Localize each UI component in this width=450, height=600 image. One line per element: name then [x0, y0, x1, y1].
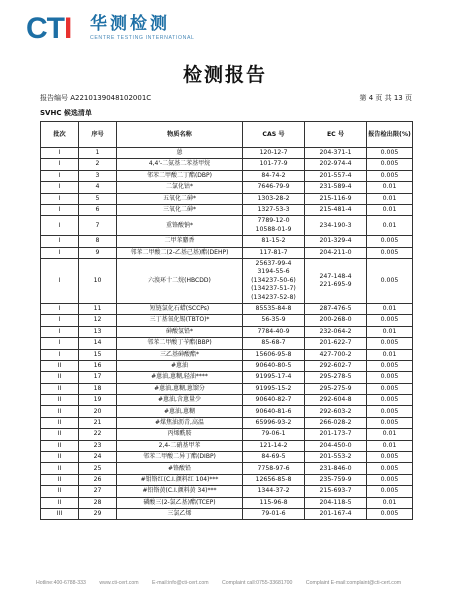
cell-limit: 0.005 [367, 474, 413, 485]
table-row [41, 182, 413, 193]
table-row [41, 236, 413, 247]
cell-batch: I [41, 315, 79, 326]
cell-limit: 0.005 [367, 383, 413, 394]
cell-batch: II [41, 395, 79, 406]
cell-batch: III [41, 509, 79, 520]
table-row [41, 372, 413, 383]
cti-logo: CTI [26, 12, 72, 45]
header-limit: 报告检出限(%) [367, 122, 413, 148]
table-header-row [41, 122, 413, 148]
cell-ec: 200-268-0 [305, 315, 367, 326]
header [26, 12, 426, 46]
cell-batch: II [41, 463, 79, 474]
footer-complaint-call: Complaint call:0755-33681700 [222, 580, 293, 586]
cell-limit: 0.005 [367, 170, 413, 181]
cell-seq: 12 [79, 315, 117, 326]
table-row [41, 303, 413, 314]
page-indicator: 第 4 页 共 13 页 [359, 94, 412, 102]
cell-cas: 7758-97-6 [243, 463, 305, 474]
cell-seq: 15 [79, 349, 117, 360]
cell-limit: 0.005 [367, 463, 413, 474]
cell-ec: 232-064-2 [305, 326, 367, 337]
cell-limit: 0.01 [367, 193, 413, 204]
cell-seq: 6 [79, 204, 117, 215]
cell-limit: 0.005 [367, 315, 413, 326]
cell-ec: 266-028-2 [305, 417, 367, 428]
table-row [41, 417, 413, 428]
cell-name: 蒽 [117, 148, 243, 159]
cell-name: 邻苯二甲酸丁苄酯(BBP) [117, 338, 243, 349]
cell-cas: 90640-82-7 [243, 395, 305, 406]
cell-batch: II [41, 474, 79, 485]
cell-limit: 0.01 [367, 216, 413, 236]
cell-limit: 0.005 [367, 417, 413, 428]
cell-limit: 0.005 [367, 372, 413, 383]
cell-seq: 29 [79, 509, 117, 520]
cell-ec: 231-589-4 [305, 182, 367, 193]
cell-seq: 25 [79, 463, 117, 474]
cell-name: 三氯乙烯 [117, 509, 243, 520]
cell-ec: 215-693-7 [305, 486, 367, 497]
cell-batch: I [41, 326, 79, 337]
table-row [41, 193, 413, 204]
cell-seq: 8 [79, 236, 117, 247]
cell-cas: 81-15-2 [243, 236, 305, 247]
footer-complaint-email: Complaint E-mail:complaint@cti-cert.com [305, 580, 402, 586]
cell-ec: 215-116-9 [305, 193, 367, 204]
cell-name: #蒽油,含蒽量少 [117, 395, 243, 406]
cell-limit: 0.01 [367, 326, 413, 337]
cell-name: 邻苯二甲酸二丁酯(DBP) [117, 170, 243, 181]
cell-ec: 292-602-7 [305, 360, 367, 371]
table-row [41, 315, 413, 326]
cell-seq: 23 [79, 440, 117, 451]
cell-seq: 27 [79, 486, 117, 497]
footer-email: E-mail:info@cti-cert.com [152, 580, 209, 586]
cell-seq: 9 [79, 247, 117, 258]
cell-cas: 65996-93-2 [243, 417, 305, 428]
cell-cas: 1344-37-2 [243, 486, 305, 497]
table-row [41, 406, 413, 417]
table-row [41, 326, 413, 337]
logo-chinese-name: 华测检测 [90, 14, 170, 34]
cell-ec: 201-329-4 [305, 236, 367, 247]
cell-name: 2,4-二硝基甲苯 [117, 440, 243, 451]
cell-cas: 120-12-7 [243, 148, 305, 159]
table-row [41, 383, 413, 394]
table-row [41, 204, 413, 215]
report-number: 报告编号 A2210139048102001C [40, 94, 152, 102]
cell-cas: 1327-53-3 [243, 204, 305, 215]
cell-batch: I [41, 338, 79, 349]
cell-limit: 0.01 [367, 182, 413, 193]
cell-batch: II [41, 417, 79, 428]
cell-batch: I [41, 170, 79, 181]
cell-cas: 115-96-8 [243, 497, 305, 508]
cell-batch: I [41, 193, 79, 204]
table-row [41, 395, 413, 406]
cell-batch: II [41, 406, 79, 417]
cell-name: 重铬酸钠* [117, 216, 243, 236]
cell-cas: 101-77-9 [243, 159, 305, 170]
table-row [41, 216, 413, 236]
cell-name: 砷酸氢铅* [117, 326, 243, 337]
cell-cas: 79-06-1 [243, 429, 305, 440]
table-row [41, 170, 413, 181]
cell-name: 二氯化钴* [117, 182, 243, 193]
cell-limit: 0.005 [367, 236, 413, 247]
cell-limit: 0.01 [367, 204, 413, 215]
logo-english-name: CENTRE TESTING INTERNATIONAL [90, 35, 195, 41]
cell-name: 4,4'-二氨基二苯基甲烷 [117, 159, 243, 170]
cell-cas: 84-74-2 [243, 170, 305, 181]
cell-batch: II [41, 497, 79, 508]
cell-cas: 117-81-7 [243, 247, 305, 258]
cell-seq: 28 [79, 497, 117, 508]
cell-name: 二甲苯麝香 [117, 236, 243, 247]
svhc-table [40, 121, 413, 520]
cell-name: 三丁基氧化锡(TBTO)* [117, 315, 243, 326]
cell-cas: 7789-12-0 10588-01-9 [243, 216, 305, 236]
cell-batch: I [41, 247, 79, 258]
cell-ec: 231-846-0 [305, 463, 367, 474]
table-row [41, 474, 413, 485]
cell-limit: 0.005 [367, 486, 413, 497]
cell-batch: I [41, 258, 79, 303]
cell-batch: II [41, 486, 79, 497]
cell-name: 磷酸三(2-氯乙基)酯(TCEP) [117, 497, 243, 508]
cell-batch: II [41, 372, 79, 383]
cell-ec: 215-481-4 [305, 204, 367, 215]
cell-ec: 204-211-0 [305, 247, 367, 258]
cell-seq: 1 [79, 148, 117, 159]
table-row [41, 486, 413, 497]
cell-cas: 25637-99-4 3194-55-6 (134237-50-6) (134237-51-7) (134237-52-8) [243, 258, 305, 303]
cell-ec: 247-148-4 221-695-9 [305, 258, 367, 303]
cell-limit: 0.005 [367, 509, 413, 520]
cell-ec: 201-557-4 [305, 170, 367, 181]
cell-name: 邻苯二甲酸二(2-乙基己基)酯(DEHP) [117, 247, 243, 258]
cell-limit: 0.005 [367, 159, 413, 170]
table-row [41, 497, 413, 508]
cell-batch: I [41, 204, 79, 215]
cell-name: 五氧化二砷* [117, 193, 243, 204]
cell-cas: 85535-84-8 [243, 303, 305, 314]
cell-name: #蒽油,蒽糊,蒽馏分 [117, 383, 243, 394]
cell-batch: II [41, 383, 79, 394]
cell-name: 三氧化二砷* [117, 204, 243, 215]
cell-limit: 0.005 [367, 360, 413, 371]
table-row [41, 452, 413, 463]
table-row [41, 463, 413, 474]
cell-seq: 21 [79, 417, 117, 428]
cell-ec: 201-553-2 [305, 452, 367, 463]
cell-limit: 0.01 [367, 303, 413, 314]
table-row [41, 258, 413, 303]
cell-ec: 201-173-7 [305, 429, 367, 440]
cell-ec: 295-275-9 [305, 383, 367, 394]
cell-batch: I [41, 148, 79, 159]
cell-cas: 7784-40-9 [243, 326, 305, 337]
cell-ec: 201-622-7 [305, 338, 367, 349]
cell-ec: 292-603-2 [305, 406, 367, 417]
cell-batch: I [41, 236, 79, 247]
cell-limit: 0.01 [367, 497, 413, 508]
cell-ec: 201-167-4 [305, 509, 367, 520]
cell-name: #蒽油,蒽糊,轻油**** [117, 372, 243, 383]
cell-limit: 0.005 [367, 406, 413, 417]
cell-seq: 4 [79, 182, 117, 193]
cell-batch: II [41, 360, 79, 371]
cell-cas: 91995-15-2 [243, 383, 305, 394]
page-title: 检测报告 [182, 64, 267, 86]
cell-limit: 0.005 [367, 452, 413, 463]
cell-batch: II [41, 429, 79, 440]
cell-seq: 7 [79, 216, 117, 236]
table-row [41, 148, 413, 159]
header-ec: EC 号 [305, 122, 367, 148]
cell-cas: 1303-28-2 [243, 193, 305, 204]
cell-limit: 0.005 [367, 338, 413, 349]
cell-name: #铬酸铅 [117, 463, 243, 474]
header-batch: 批次 [41, 122, 79, 148]
cell-cas: 84-69-5 [243, 452, 305, 463]
table-row [41, 159, 413, 170]
header-seq: 序号 [79, 122, 117, 148]
cell-cas: 121-14-2 [243, 440, 305, 451]
cell-seq: 20 [79, 406, 117, 417]
cell-cas: 7646-79-9 [243, 182, 305, 193]
cell-seq: 16 [79, 360, 117, 371]
cell-cas: 91995-17-4 [243, 372, 305, 383]
cell-seq: 10 [79, 258, 117, 303]
cell-name: #铅铬黄(C.I.颜料黄 34)*** [117, 486, 243, 497]
cell-seq: 11 [79, 303, 117, 314]
header-cas: CAS 号 [243, 122, 305, 148]
cell-seq: 13 [79, 326, 117, 337]
table-row [41, 440, 413, 451]
cell-ec: 427-700-2 [305, 349, 367, 360]
cell-batch: I [41, 182, 79, 193]
cell-limit: 0.01 [367, 440, 413, 451]
cell-batch: II [41, 440, 79, 451]
cell-name: #蒽油 [117, 360, 243, 371]
cell-name: #蒽油,蒽糊 [117, 406, 243, 417]
footer-web: www.cti-cert.com [99, 580, 139, 586]
cell-seq: 24 [79, 452, 117, 463]
cell-seq: 18 [79, 383, 117, 394]
cell-cas: 79-01-6 [243, 509, 305, 520]
table-row [41, 247, 413, 258]
table-row [41, 509, 413, 520]
cell-ec: 292-604-8 [305, 395, 367, 406]
cell-seq: 14 [79, 338, 117, 349]
cell-limit: 0.005 [367, 258, 413, 303]
cell-batch: I [41, 216, 79, 236]
cell-name: 三乙基砷酸酯* [117, 349, 243, 360]
cell-limit: 0.005 [367, 395, 413, 406]
cell-seq: 19 [79, 395, 117, 406]
cell-cas: 56-35-9 [243, 315, 305, 326]
cell-seq: 26 [79, 474, 117, 485]
table-row [41, 349, 413, 360]
cell-name: 邻苯二甲酸二异丁酯(DIBP) [117, 452, 243, 463]
cell-seq: 5 [79, 193, 117, 204]
table-row [41, 429, 413, 440]
cell-batch: I [41, 303, 79, 314]
cell-ec: 295-278-5 [305, 372, 367, 383]
cell-batch: I [41, 349, 79, 360]
cell-limit: 0.005 [367, 148, 413, 159]
cell-name: 短链氯化石蜡(SCCPs) [117, 303, 243, 314]
cell-cas: 90640-81-6 [243, 406, 305, 417]
cell-cas: 15606-95-8 [243, 349, 305, 360]
cell-batch: I [41, 159, 79, 170]
cell-ec: 204-118-5 [305, 497, 367, 508]
cell-limit: 0.01 [367, 429, 413, 440]
cell-ec: 204-371-1 [305, 148, 367, 159]
cell-seq: 3 [79, 170, 117, 181]
cell-ec: 235-759-9 [305, 474, 367, 485]
cell-ec: 234-190-3 [305, 216, 367, 236]
cell-seq: 17 [79, 372, 117, 383]
cell-cas: 12656-85-8 [243, 474, 305, 485]
cell-ec: 204-450-0 [305, 440, 367, 451]
cell-name: #钼铬红(C.I.颜料红 104)*** [117, 474, 243, 485]
cell-cas: 85-68-7 [243, 338, 305, 349]
footer [36, 580, 416, 586]
footer-hotline: Hotline:400-6788-333 [36, 580, 86, 586]
table-row [41, 338, 413, 349]
cell-batch: II [41, 452, 79, 463]
cell-name: 六溴环十二烷(HBCDD) [117, 258, 243, 303]
cell-name: #煤焦油沥青,高温 [117, 417, 243, 428]
table-row [41, 360, 413, 371]
section-title: SVHC 候选清单 [40, 109, 92, 117]
cell-ec: 202-974-4 [305, 159, 367, 170]
cell-seq: 2 [79, 159, 117, 170]
cell-cas: 90640-80-5 [243, 360, 305, 371]
cell-seq: 22 [79, 429, 117, 440]
header-name: 物质名称 [117, 122, 243, 148]
cell-ec: 287-476-5 [305, 303, 367, 314]
cell-limit: 0.005 [367, 247, 413, 258]
cell-name: 丙烯酰胺 [117, 429, 243, 440]
cell-limit: 0.01 [367, 349, 413, 360]
